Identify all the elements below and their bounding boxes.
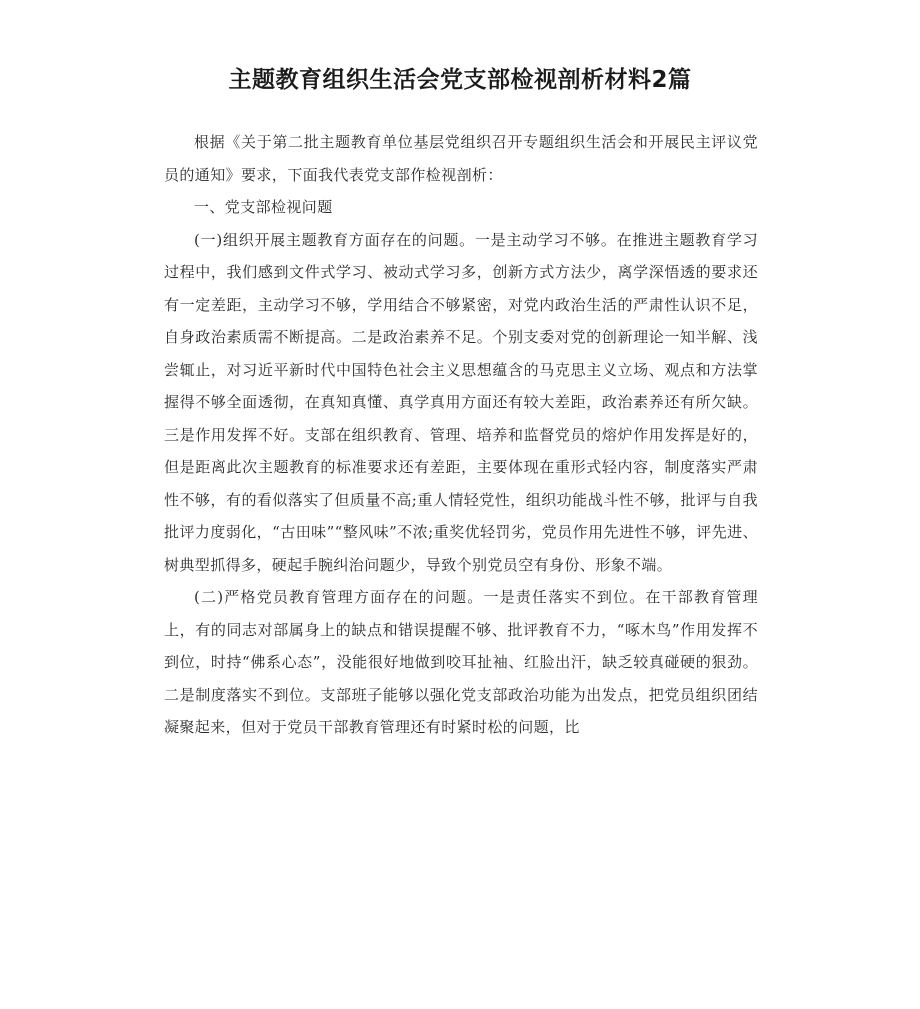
document-title: 主题教育组织生活会党支部检视剖析材料2篇 <box>228 67 692 93</box>
paragraph-item-1: (一)组织开展主题教育方面存在的问题。一是主动学习不够。在推进主题教育学习过程中，我们感到文件式学习、被动式学习多，创新方式方法少，离学深悟透的要求还有一定差距，主动学习不够，学用结合不够紧密，对党内政治生活的严肃性认识不足，自身政治素质需不断提高。二是政治素养不足。个别支委对党的创新理论一知半解、浅尝辄止，对习近平新时代中国特色社会主义思想蕴含的马克思主义立场、观点和方法掌握得不够全面透彻，在真知真懂、真学真用方面还有较大差距，政治素养还有所欠缺。三是作用发挥不好。支部在组织教育、管理、培养和监督党员的熔炉作用发挥是好的，但是距离此次主题教育的标准要求还有差距，主要体现在重形式轻内容，制度落实严肃性不够，有的看似落实了但质量不高;重人情轻党性，组织功能战斗性不够，批评与自我批评力度弱化，“古田味”“整风味”不浓;重奖优轻罚劣，党员作用先进性不够，评先进、树典型抓得多，硬起手腕纠治问题少，导致个别党员空有身份、形象不端。 <box>164 230 758 574</box>
paragraph-item-2: (二)严格党员教育管理方面存在的问题。一是责任落实不到位。在干部教育管理上，有的同志对部属身上的缺点和错误提醒不够、批评教育不力，“啄木鸟”作用发挥不到位，时持“佛系心态”，没能很好地做到咬耳扯袖、红脸出汗，缺乏较真碰硬的狠劲。二是制度落实不到位。支部班子能够以强化党支部政治功能为出发点，把党员组织团结凝聚起来，但对于党员干部教育管理还有时紧时松的问题，比 <box>164 588 758 736</box>
document-body <box>164 126 758 744</box>
section-heading: 一、党支部检视问题 <box>194 198 333 216</box>
paragraph-intro: 根据《关于第二批主题教育单位基层党组织召开专题组织生活会和开展民主评议党员的通知》要求，下面我代表党支部作检视剖析： <box>164 133 758 184</box>
